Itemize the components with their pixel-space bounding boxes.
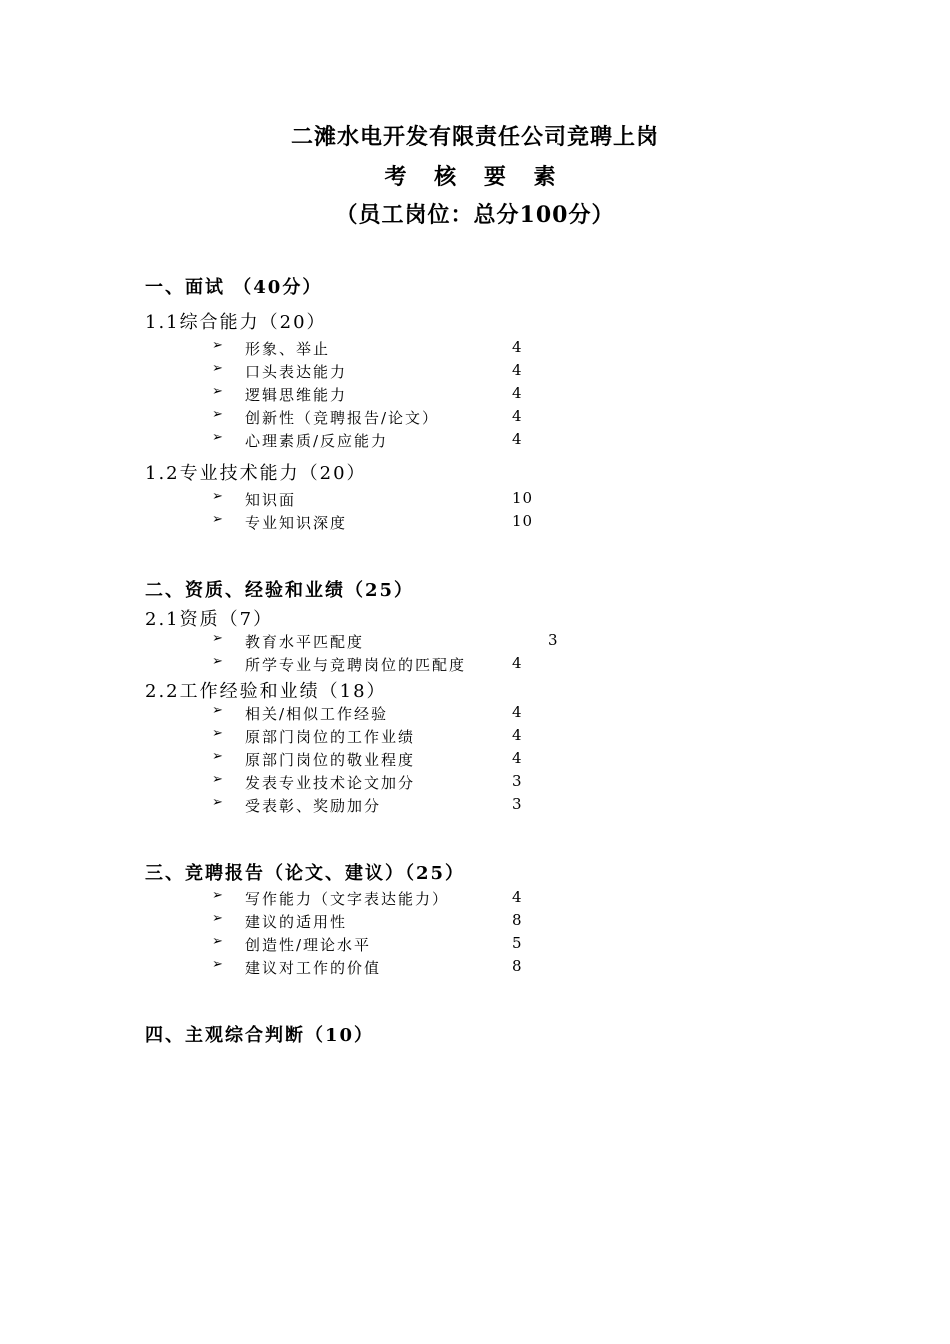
item-score: 8 <box>512 957 523 975</box>
arrow-bullet-icon: ➢ <box>212 654 223 669</box>
item-score: 4 <box>512 407 523 425</box>
arrow-bullet-icon: ➢ <box>212 795 223 810</box>
arrow-bullet-icon: ➢ <box>212 338 223 353</box>
item-score: 4 <box>512 888 523 906</box>
subsection-heading-qualification: 2.1资质（7） <box>145 609 274 630</box>
item-label: 教育水平匹配度 <box>245 633 365 651</box>
item-label: 创新性（竞聘报告/论文） <box>245 409 440 427</box>
item-score: 4 <box>512 703 523 721</box>
item-label: 建议的适用性 <box>245 913 348 931</box>
item-score: 3 <box>548 631 559 649</box>
arrow-bullet-icon: ➢ <box>212 489 223 504</box>
item-score: 4 <box>512 384 523 402</box>
item-label: 建议对工作的价值 <box>245 959 382 977</box>
item-score: 10 <box>512 512 534 530</box>
arrow-bullet-icon: ➢ <box>212 888 223 903</box>
subsection-heading-experience: 2.2工作经验和业绩（18） <box>145 681 387 702</box>
item-label: 原部门岗位的工作业绩 <box>245 728 416 746</box>
arrow-bullet-icon: ➢ <box>212 772 223 787</box>
item-label: 受表彰、奖励加分 <box>245 797 382 815</box>
arrow-bullet-icon: ➢ <box>212 512 223 527</box>
item-label: 心理素质/反应能力 <box>245 432 389 450</box>
item-score: 5 <box>512 934 523 952</box>
item-score: 3 <box>512 772 523 790</box>
section-heading-interview: 一、面试 （40分） <box>145 277 323 298</box>
item-score: 4 <box>512 338 523 356</box>
item-label: 形象、举止 <box>245 340 331 358</box>
subsection-heading-technical: 1.2专业技术能力（20） <box>145 463 367 484</box>
arrow-bullet-icon: ➢ <box>212 703 223 718</box>
item-score: 3 <box>512 795 523 813</box>
section-heading-judgement: 四、主观综合判断（10） <box>145 1025 375 1046</box>
arrow-bullet-icon: ➢ <box>212 631 223 646</box>
item-label: 发表专业技术论文加分 <box>245 774 416 792</box>
item-label: 相关/相似工作经验 <box>245 705 389 723</box>
arrow-bullet-icon: ➢ <box>212 384 223 399</box>
section-heading-report: 三、竞聘报告（论文、建议）（25） <box>145 863 466 884</box>
item-label: 专业知识深度 <box>245 514 348 532</box>
document-title: 二滩水电开发有限责任公司竞聘上岗 <box>290 124 659 150</box>
item-score: 4 <box>512 726 523 744</box>
arrow-bullet-icon: ➢ <box>212 407 223 422</box>
item-label: 所学专业与竞聘岗位的匹配度 <box>245 656 467 674</box>
item-label: 知识面 <box>245 491 297 509</box>
item-score: 10 <box>512 489 534 507</box>
arrow-bullet-icon: ➢ <box>212 726 223 741</box>
item-label: 口头表达能力 <box>245 363 348 381</box>
item-label: 逻辑思维能力 <box>245 386 348 404</box>
item-score: 4 <box>512 361 523 379</box>
document-scope: （员工岗位：总分100分） <box>335 202 615 228</box>
item-score: 4 <box>512 430 523 448</box>
section-heading-qualification: 二、资质、经验和业绩（25） <box>145 580 415 601</box>
arrow-bullet-icon: ➢ <box>212 934 223 949</box>
item-label: 原部门岗位的敬业程度 <box>245 751 416 769</box>
arrow-bullet-icon: ➢ <box>212 957 223 972</box>
item-label: 写作能力（文字表达能力） <box>245 890 450 908</box>
arrow-bullet-icon: ➢ <box>212 430 223 445</box>
subsection-heading-comprehensive: 1.1综合能力（20） <box>145 312 327 333</box>
item-score: 4 <box>512 654 523 672</box>
arrow-bullet-icon: ➢ <box>212 911 223 926</box>
item-label: 创造性/理论水平 <box>245 936 372 954</box>
arrow-bullet-icon: ➢ <box>212 361 223 376</box>
item-score: 4 <box>512 749 523 767</box>
item-score: 8 <box>512 911 523 929</box>
arrow-bullet-icon: ➢ <box>212 749 223 764</box>
document-subtitle: 考 核 要 素 <box>384 164 566 190</box>
